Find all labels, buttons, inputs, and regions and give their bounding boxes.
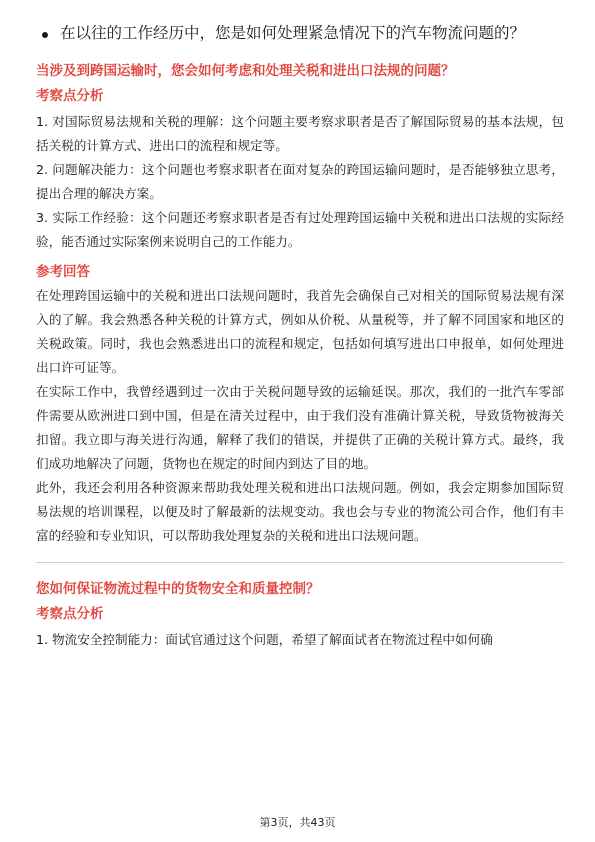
section1-question: 当涉及到跨国运输时，您会如何考虑和处理关税和进出口法规的问题？ xyxy=(36,63,455,79)
section2-analysis-heading: 考察点分析 xyxy=(36,606,104,622)
page-footer: 第3页，共43页 xyxy=(259,816,336,829)
section1-answer-paragraph-2: 在实际工作中，我曾经遇到过一次由于关税问题导致的运输延误。那次，我们的一批汽车零部件需要从欧洲进口到中国，但是在清关过程中，由于我们没有准确计算关税，导致货物被海关扣留。我立即与海关进行沟通，解释了我们的错误，并提供了正确的关税计算方式。最终，我们成功地解决了问题，货物也在规定的时间内到达了目的地。 xyxy=(36,384,564,471)
section1-analysis-heading: 考察点分析 xyxy=(36,88,104,104)
intro-question xyxy=(36,22,564,45)
section2-question: 您如何保证物流过程中的货物安全和质量控制？ xyxy=(36,581,320,597)
intro-question-text: 在以往的工作经历中，您是如何处理紧急情况下的汽车物流问题的？ xyxy=(60,24,526,42)
document-page xyxy=(36,22,564,652)
section1-analysis-item-3: 3. 实际工作经验：这个问题还考察求职者是否有过处理跨国运输中关税和进出口法规的实际经验，能否通过实际案例来说明自己的工作能力。 xyxy=(36,210,564,249)
section1-answer-paragraph-1: 在处理跨国运输中的关税和进出口法规问题时，我首先会确保自己对相关的国际贸易法规有深入的了解。我会熟悉各种关税的计算方式，例如从价税、从量税等，并了解不同国家和地区的关税政策。同时，我也会熟悉进出口的流程和规定，包括如何填写进出口申报单，如何处理进出口许可证等。 xyxy=(36,288,564,375)
section1-analysis-item-2: 2. 问题解决能力：这个问题也考察求职者在面对复杂的跨国运输问题时，是否能够独立思考，提出合理的解决方案。 xyxy=(36,162,564,201)
section1-answer-paragraph-3: 此外，我还会利用各种资源来帮助我处理关税和进出口法规问题。例如，我会定期参加国际贸易法规的培训课程，以便及时了解最新的法规变动。我也会与专业的物流公司合作，他们有丰富的经验和专业知识，可以帮助我处理复杂的关税和进出口法规问题。 xyxy=(36,480,564,543)
bullet-dot-icon xyxy=(42,32,48,38)
section1-answer-heading: 参考回答 xyxy=(36,264,90,280)
section2-analysis-item-1: 1. 物流安全控制能力：面试官通过这个问题，希望了解面试者在物流过程中如何确 xyxy=(36,632,493,647)
section1-analysis-item-1: 1. 对国际贸易法规和关税的理解：这个问题主要考察求职者是否了解国际贸易的基本法规，包括关税的计算方式、进出口的流程和规定等。 xyxy=(36,114,564,153)
